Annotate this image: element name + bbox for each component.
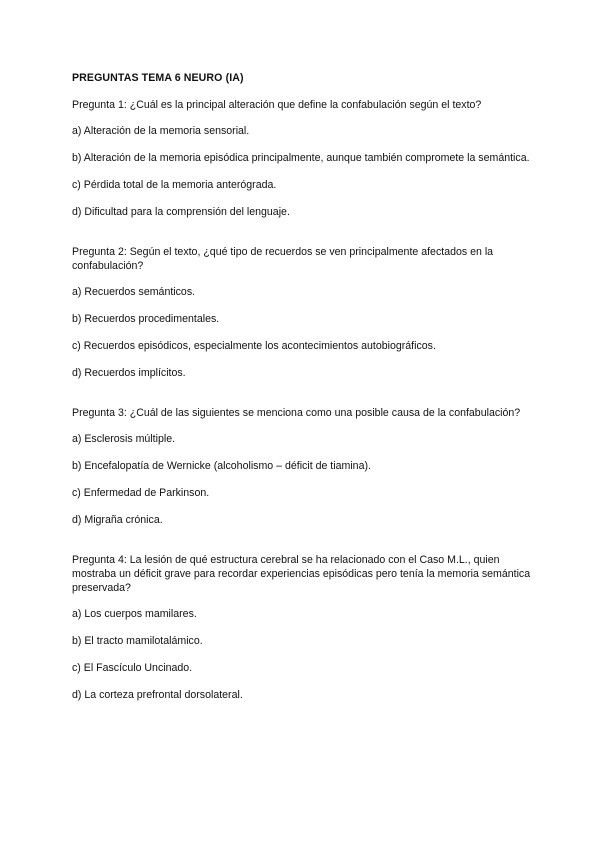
question-text: Pregunta 3: ¿Cuál de las siguientes se menciona como una posible causa de la confabulación? (72, 407, 521, 419)
answer-option: b) Alteración de la memoria episódica principalmente, aunque también compromete la semántica. (72, 152, 530, 164)
question-spacer (72, 540, 532, 553)
question-block-4 (72, 553, 532, 702)
answer-option: a) Recuerdos semánticos. (72, 286, 196, 298)
document-title: PREGUNTAS TEMA 6 NEURO (IA) (72, 72, 244, 84)
answer-option: b) Encefalopatía de Wernicke (alcoholismo – déficit de tiamina). (72, 460, 371, 472)
document-page (72, 72, 532, 715)
answer-option: c) Pérdida total de la memoria anterógrada. (72, 179, 277, 191)
answer-option: d) La corteza prefrontal dorsolateral. (72, 689, 243, 701)
question-spacer (72, 232, 532, 245)
question-block-3 (72, 406, 532, 527)
answer-option: d) Dificultad para la comprensión del lenguaje. (72, 206, 290, 218)
answer-option: a) Esclerosis múltiple. (72, 433, 176, 445)
answer-option: c) El Fascículo Uncinado. (72, 662, 193, 674)
answer-option: d) Recuerdos implícitos. (72, 367, 186, 379)
question-spacer (72, 393, 532, 406)
question-text: Pregunta 1: ¿Cuál es la principal alteración que define la confabulación según el texto? (72, 99, 482, 111)
answer-option: d) Migraña crónica. (72, 514, 163, 526)
answer-option: c) Enfermedad de Parkinson. (72, 487, 210, 499)
answer-option: b) Recuerdos procedimentales. (72, 313, 220, 325)
answer-option: a) Alteración de la memoria sensorial. (72, 125, 250, 137)
answer-option: a) Los cuerpos mamilares. (72, 608, 197, 620)
answer-option: c) Recuerdos episódicos, especialmente los acontecimientos autobiográficos. (72, 340, 436, 352)
question-text: Pregunta 2: Según el texto, ¿qué tipo de recuerdos se ven principalmente afectados en la confabulación? (72, 246, 494, 272)
answer-option: b) El tracto mamilotalámico. (72, 635, 203, 647)
question-block-1 (72, 98, 532, 219)
question-block-2 (72, 245, 532, 380)
question-text: Pregunta 4: La lesión de qué estructura cerebral se ha relacionado con el Caso M.L., quien mostraba un déficit grave para recordar experiencias episódicas pero tenía la memoria semántica preservada? (72, 554, 531, 594)
